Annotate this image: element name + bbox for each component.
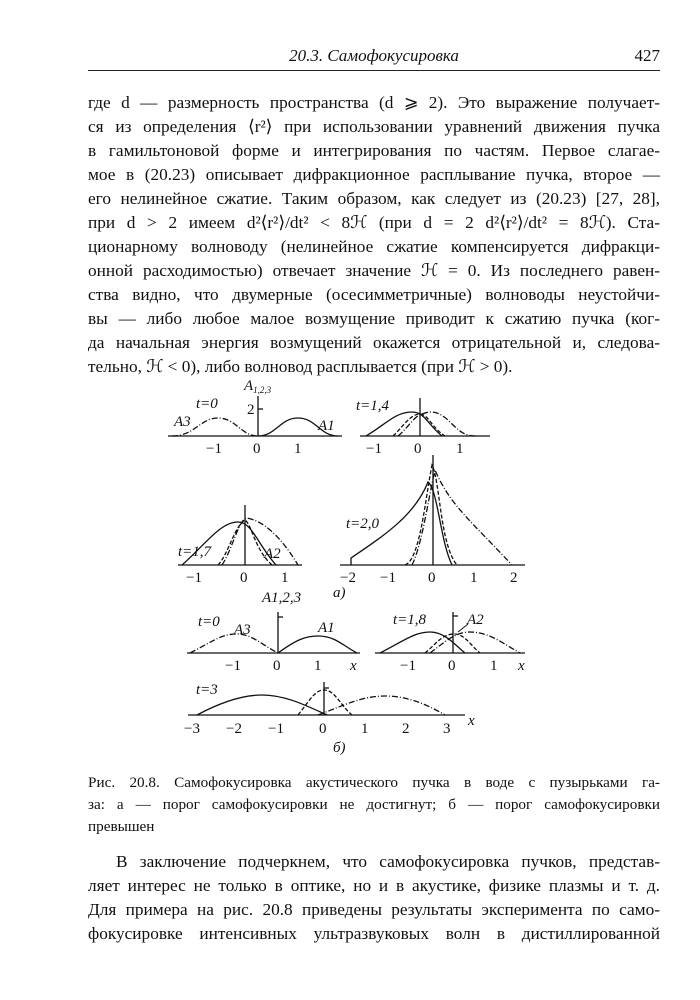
tick-label: −1 bbox=[380, 570, 396, 586]
tick-label: −1 bbox=[186, 570, 202, 586]
section-title: 20.3. Самофокусировка bbox=[289, 46, 459, 65]
text-line: ся из определения ⟨r²⟩ при использовании уравнений движения пучка bbox=[88, 117, 660, 136]
time-label: t=2,0 bbox=[346, 516, 380, 532]
tick-label: 1 bbox=[490, 658, 498, 674]
text-line: вы — либо любое малое возмущение приводит к сжатию пучка (ког- bbox=[88, 309, 660, 328]
caption-line: за: а — порог самофокусировки не достигнут; б — порог самофокусировки bbox=[88, 796, 660, 813]
tick-label: 0 bbox=[448, 658, 456, 674]
text-line: Для примера на рис. 20.8 приведены результаты эксперимента по само- bbox=[88, 900, 660, 919]
text-line: мое в (20.23) описывает дифракционное расплывание пучка, второе — bbox=[88, 165, 660, 184]
text-line: ства видно, что двумерные (осесимметричные) волноводы неустойчи- bbox=[88, 285, 660, 304]
panel-b-t0 bbox=[187, 590, 360, 674]
tick-label: −2 bbox=[340, 570, 356, 586]
caption-line: Рис. 20.8. Самофокусировка акустического пучка в воде с пузырьками га- bbox=[88, 774, 660, 791]
time-label: t=0 bbox=[198, 614, 220, 630]
time-label: t=1,7 bbox=[178, 544, 212, 560]
axis-label bbox=[243, 378, 272, 395]
tick-label: 0 bbox=[428, 570, 436, 586]
x-axis-label: x bbox=[468, 713, 475, 729]
tick-label: −2 bbox=[226, 721, 242, 737]
x-axis-label: x bbox=[518, 658, 525, 674]
text-line: тельно, ℋ < 0), либо волновод расплывается (при ℋ > 0). bbox=[88, 357, 513, 376]
tick-label: 0 bbox=[240, 570, 248, 586]
figure-caption bbox=[88, 772, 660, 838]
caption-line: превышен bbox=[88, 818, 155, 835]
axis-label: A1,2,3 bbox=[262, 590, 302, 606]
text-line: его нелинейное сжатие. Таким образом, как следует из (20.23) [27, 28], bbox=[88, 189, 660, 208]
panel-a-t20 bbox=[333, 455, 525, 601]
panel-a-t17 bbox=[178, 505, 302, 586]
panel-label: а) bbox=[333, 585, 346, 601]
text-line: ционарному волноводу (нелинейное сжатие компенсируется дифракци- bbox=[88, 237, 660, 256]
text-line: в гамильтоновой форме и интегрирования по частям. Первое слагае- bbox=[88, 141, 660, 160]
tick-label: −1 bbox=[268, 721, 284, 737]
tick-label: 1 bbox=[470, 570, 478, 586]
panel-b-t3 bbox=[184, 682, 475, 756]
x-axis-label: x bbox=[350, 658, 357, 674]
text-line: В заключение подчеркнем, что самофокусировка пучков, представ- bbox=[116, 852, 660, 871]
tick-label: 2 bbox=[402, 721, 410, 737]
tick-label: 0 bbox=[273, 658, 281, 674]
curve-label: A2 bbox=[467, 612, 484, 628]
time-label: t=1,8 bbox=[393, 612, 427, 628]
tick-label: 1 bbox=[294, 441, 302, 457]
curve-label: A3 bbox=[234, 622, 251, 638]
tick-label: 1 bbox=[314, 658, 322, 674]
panel-a-t0 bbox=[168, 378, 342, 457]
tick-label: 1 bbox=[281, 570, 289, 586]
tick-label: −1 bbox=[366, 441, 382, 457]
tick-label: 0 bbox=[319, 721, 327, 737]
curve-label: A1 bbox=[318, 418, 335, 434]
time-label: t=0 bbox=[196, 396, 218, 412]
page-number: 427 bbox=[634, 46, 660, 65]
panel-b-t18 bbox=[375, 612, 525, 674]
tick-label: 1 bbox=[456, 441, 464, 457]
paragraph-2 bbox=[88, 850, 660, 946]
text-line: при d > 2 имеем d²⟨r²⟩/dt² < 8ℋ (при d = 2 d²⟨r²⟩/dt² = 8ℋ). Ста- bbox=[88, 213, 660, 232]
curve-label: A2 bbox=[264, 546, 281, 562]
curve-label: A3 bbox=[174, 414, 191, 430]
tick-label: 2 bbox=[247, 402, 255, 418]
tick-label: 0 bbox=[253, 441, 261, 457]
panel-label: б) bbox=[333, 740, 346, 756]
text-line: ляет интерес не только в оптике, но и в акустике, физике плазмы и т. д. bbox=[88, 876, 660, 895]
curve-label: A1 bbox=[318, 620, 335, 636]
tick-label: 1 bbox=[361, 721, 369, 737]
text-line: фокусировке интенсивных ультразвуковых волн в дистиллированной bbox=[88, 924, 660, 943]
tick-label: −1 bbox=[206, 441, 222, 457]
axis-label-main: A bbox=[244, 378, 254, 394]
axis-label-sub: 1,2,3 bbox=[253, 385, 272, 395]
tick-label: −1 bbox=[225, 658, 241, 674]
tick-label: −3 bbox=[184, 721, 200, 737]
text-line: онной расходимостью) отвечает значение ℋ = 0. Из последнего равен- bbox=[88, 261, 660, 280]
text-line: да начальная энергия возмущений окажется отрицательной и, следова- bbox=[88, 333, 660, 352]
text-line: где d — размерность пространства (d ⩾ 2). Это выражение получает- bbox=[88, 93, 660, 112]
tick-label: 2 bbox=[510, 570, 518, 586]
time-label: t=1,4 bbox=[356, 398, 390, 414]
tick-label: −1 bbox=[400, 658, 416, 674]
time-label: t=3 bbox=[196, 682, 218, 698]
tick-label: 0 bbox=[414, 441, 422, 457]
panel-a-t14 bbox=[356, 398, 490, 457]
tick-label: 3 bbox=[443, 721, 451, 737]
